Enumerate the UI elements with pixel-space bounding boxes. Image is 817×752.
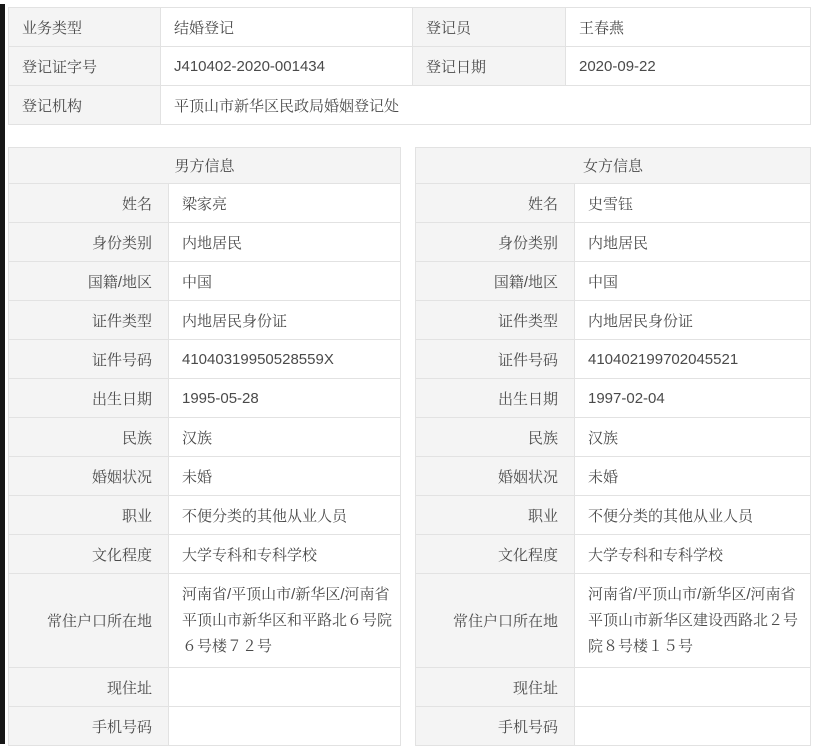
field-value: 结婚登记 [161, 8, 413, 47]
field-label: 手机号码 [416, 707, 575, 746]
field-label: 证件号码 [416, 340, 575, 379]
field-label: 常住户口所在地 [416, 574, 575, 668]
field-value: 平顶山市新华区民政局婚姻登记处 [161, 86, 811, 125]
field-label: 婚姻状况 [9, 457, 169, 496]
info-row [9, 457, 401, 496]
field-value: 河南省/平顶山市/新华区/河南省平顶山市新华区和平路北６号院６号楼７２号 [169, 574, 401, 668]
field-label: 职业 [416, 496, 575, 535]
field-value: 大学专科和专科学校 [169, 535, 401, 574]
info-row [416, 301, 811, 340]
field-label: 登记机构 [9, 86, 161, 125]
field-label: 出生日期 [9, 379, 169, 418]
info-row [416, 262, 811, 301]
info-row [416, 535, 811, 574]
table-row [9, 86, 811, 125]
field-label: 姓名 [9, 184, 169, 223]
info-row [9, 496, 401, 535]
section-title: 女方信息 [416, 148, 811, 184]
field-label: 登记日期 [413, 47, 566, 86]
field-value: 中国 [575, 262, 811, 301]
field-value: 汉族 [575, 418, 811, 457]
field-label: 姓名 [416, 184, 575, 223]
field-value: 汉族 [169, 418, 401, 457]
info-row [9, 535, 401, 574]
info-row [9, 668, 401, 707]
field-value: 2020-09-22 [566, 47, 811, 86]
field-value: 1995-05-28 [169, 379, 401, 418]
info-row [9, 574, 401, 668]
field-value: 未婚 [169, 457, 401, 496]
section-title: 男方信息 [9, 148, 401, 184]
field-label: 民族 [416, 418, 575, 457]
field-value: 1997-02-04 [575, 379, 811, 418]
field-label: 现住址 [416, 668, 575, 707]
field-value: 中国 [169, 262, 401, 301]
field-value: 41040319950528559X [169, 340, 401, 379]
field-value: 不便分类的其他从业人员 [575, 496, 811, 535]
table-row [9, 47, 811, 86]
info-row [416, 418, 811, 457]
field-label: 证件类型 [9, 301, 169, 340]
field-label: 职业 [9, 496, 169, 535]
field-value: 内地居民 [575, 223, 811, 262]
info-row [416, 184, 811, 223]
info-row [9, 223, 401, 262]
info-row [9, 707, 401, 746]
field-label: 现住址 [9, 668, 169, 707]
female-info-header [416, 148, 811, 184]
info-row [9, 262, 401, 301]
field-value [169, 707, 401, 746]
info-row [9, 301, 401, 340]
info-row [416, 668, 811, 707]
field-label: 婚姻状况 [416, 457, 575, 496]
field-value: 不便分类的其他从业人员 [169, 496, 401, 535]
field-value [169, 668, 401, 707]
info-row [416, 340, 811, 379]
info-row [416, 379, 811, 418]
field-value: 未婚 [575, 457, 811, 496]
field-value: 410402199702045521 [575, 340, 811, 379]
field-value: 内地居民身份证 [169, 301, 401, 340]
field-value [575, 668, 811, 707]
info-row [9, 184, 401, 223]
field-value [575, 707, 811, 746]
field-label: 身份类别 [9, 223, 169, 262]
window-edge-strip [0, 4, 5, 744]
field-value: 内地居民身份证 [575, 301, 811, 340]
field-label: 常住户口所在地 [9, 574, 169, 668]
info-row [9, 340, 401, 379]
field-value: 大学专科和专科学校 [575, 535, 811, 574]
male-info-header [9, 148, 401, 184]
field-label: 国籍/地区 [9, 262, 169, 301]
registration-summary-table [8, 7, 811, 125]
field-label: 登记员 [413, 8, 566, 47]
field-value: 河南省/平顶山市/新华区/河南省平顶山市新华区建设西路北２号院８号楼１５号 [575, 574, 811, 668]
field-label: 证件号码 [9, 340, 169, 379]
field-label: 手机号码 [9, 707, 169, 746]
field-value: 梁家亮 [169, 184, 401, 223]
field-label: 文化程度 [416, 535, 575, 574]
field-label: 民族 [9, 418, 169, 457]
field-label: 业务类型 [9, 8, 161, 47]
field-value: 王春燕 [566, 8, 811, 47]
field-value: 史雪钰 [575, 184, 811, 223]
field-value: J410402-2020-001434 [161, 47, 413, 86]
info-row [9, 418, 401, 457]
table-row [9, 8, 811, 47]
field-label: 登记证字号 [9, 47, 161, 86]
field-label: 出生日期 [416, 379, 575, 418]
info-row [9, 379, 401, 418]
field-label: 国籍/地区 [416, 262, 575, 301]
female-info-table [415, 147, 811, 746]
field-label: 身份类别 [416, 223, 575, 262]
info-row [416, 457, 811, 496]
field-label: 文化程度 [9, 535, 169, 574]
info-row [416, 223, 811, 262]
field-value: 内地居民 [169, 223, 401, 262]
info-row [416, 496, 811, 535]
male-info-table [8, 147, 401, 746]
info-row [416, 574, 811, 668]
info-row [416, 707, 811, 746]
field-label: 证件类型 [416, 301, 575, 340]
